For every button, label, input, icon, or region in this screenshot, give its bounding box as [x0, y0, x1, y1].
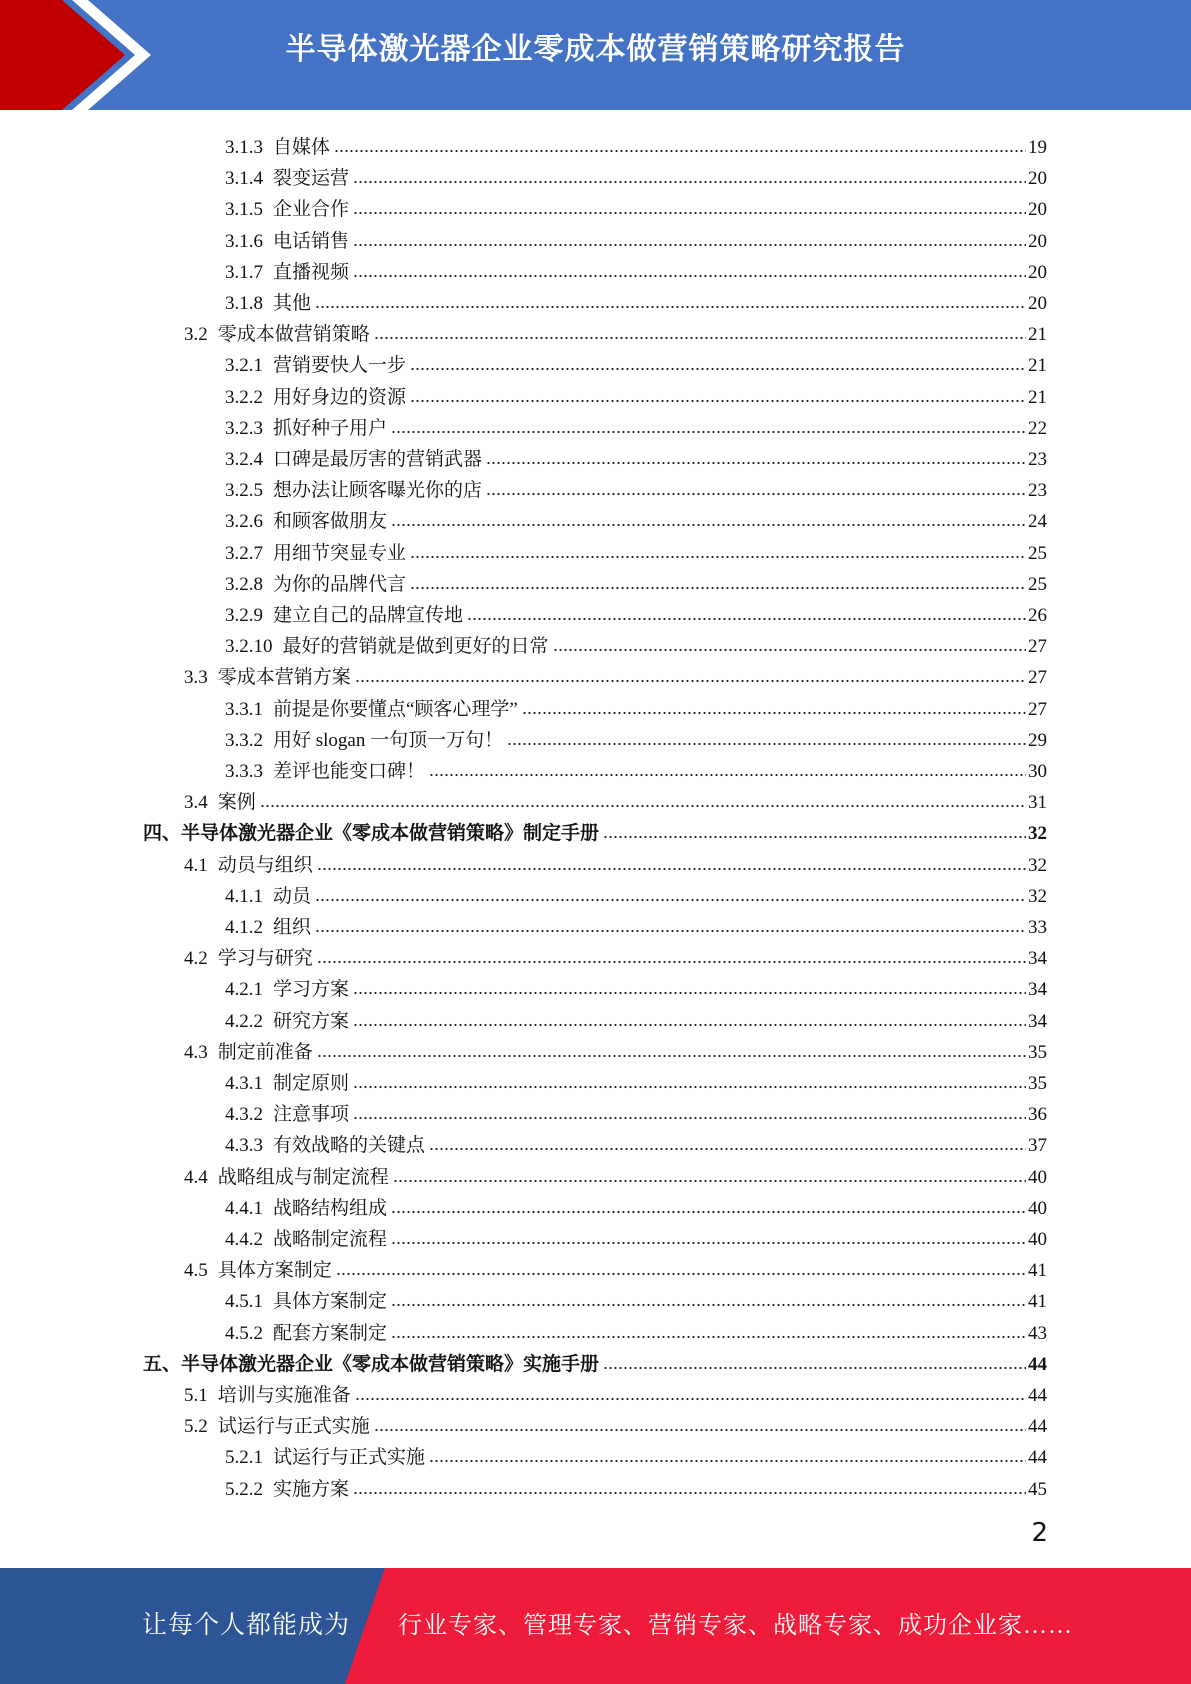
toc-dot-leader [334, 147, 1026, 153]
toc-entry[interactable] [225, 346, 1047, 377]
toc-dot-leader [374, 334, 1026, 340]
toc-entry[interactable] [225, 190, 1047, 221]
toc-dot-leader [353, 1114, 1026, 1120]
toc-entry-number: 4.1.2 [225, 917, 263, 938]
toc-entry-page: 22 [1028, 417, 1047, 439]
toc-entry-page: 45 [1028, 1478, 1047, 1500]
toc-entry-number: 5.2.2 [225, 1478, 263, 1500]
toc-dot-leader [429, 771, 1026, 777]
toc-entry-number: 3.3.2 [225, 729, 263, 751]
toc-entry-number: 4.3 [184, 1041, 208, 1063]
toc-entry-title: 学习方案 [273, 979, 350, 1001]
toc-entry-page: 44 [1028, 1416, 1047, 1438]
toc-entry-number: 3.2.3 [225, 417, 263, 439]
toc-entry-number: 5.1 [184, 1385, 208, 1406]
toc-entry[interactable] [225, 1438, 1047, 1469]
toc-entry-number: 3.1.8 [225, 293, 263, 314]
toc-entry-page: 32 [1028, 823, 1047, 845]
toc-entry-page: 20 [1028, 168, 1047, 190]
toc-entry[interactable] [225, 1189, 1047, 1220]
toc-entry-title: 具体方案制定 [217, 1260, 332, 1282]
toc-entry-number: 4.1.1 [225, 885, 263, 907]
toc-entry-number: 3.2.7 [225, 542, 263, 564]
toc-entry-page: 44 [1028, 1447, 1047, 1469]
toc-entry[interactable] [225, 409, 1047, 440]
toc-dot-leader [391, 1301, 1026, 1307]
toc-entry-title: 研究方案 [273, 1010, 350, 1032]
toc-entry-page: 21 [1028, 386, 1047, 408]
toc-entry[interactable] [225, 440, 1047, 471]
toc-entry-page: 23 [1028, 449, 1047, 470]
toc-entry-page: 40 [1028, 1166, 1047, 1188]
toc-dot-leader [317, 1052, 1026, 1058]
toc-entry-title: 前提是你要懂点“顾客心理学” [273, 698, 518, 720]
toc-dot-leader [315, 303, 1026, 309]
toc-entry-number: 3.2.6 [225, 511, 263, 533]
toc-entry-number: 3.3.3 [225, 761, 263, 782]
toc-entry-title: 口碑是最厉害的营销武器 [273, 449, 483, 470]
toc-entry[interactable] [225, 284, 1047, 315]
toc-dot-leader [391, 1208, 1026, 1214]
toc-entry[interactable] [225, 1314, 1047, 1345]
toc-entry-page: 33 [1028, 917, 1047, 938]
toc-entry-title: 用细节突显专业 [273, 542, 407, 564]
toc-entry[interactable] [225, 752, 1047, 783]
toc-entry-title: 案例 [217, 792, 256, 814]
toc-entry-page: 26 [1028, 605, 1047, 626]
toc-entry[interactable] [184, 939, 1047, 970]
toc-dot-leader [315, 896, 1026, 902]
footer-slogan-right: 行业专家、管理专家、营销专家、战略专家、成功企业家…… [398, 1613, 1073, 1639]
toc-entry-number: 3.3.1 [225, 698, 263, 720]
toc-entry[interactable] [225, 471, 1047, 502]
toc-entry-number: 3.2.10 [225, 636, 273, 658]
toc-dot-leader [429, 1457, 1026, 1463]
toc-dot-leader [353, 989, 1026, 995]
page-footer [0, 1568, 1191, 1684]
toc-entry[interactable] [184, 1407, 1047, 1438]
toc-entry[interactable] [225, 222, 1047, 253]
toc-dot-leader [374, 1426, 1026, 1432]
toc-entry-page: 31 [1028, 792, 1047, 814]
toc-entry-page: 20 [1028, 261, 1047, 283]
toc-entry-title: 制定前准备 [217, 1041, 313, 1063]
toc-entry-page: 29 [1028, 729, 1047, 751]
toc-entry-number: 4.5.1 [225, 1291, 263, 1313]
toc-entry-title: 组织 [273, 917, 312, 938]
toc-entry-page: 20 [1028, 199, 1047, 221]
toc-entry[interactable] [225, 1470, 1047, 1501]
toc-dot-leader [522, 709, 1026, 715]
toc-entry-number: 4.4 [184, 1166, 208, 1188]
toc-entry[interactable] [225, 565, 1047, 596]
toc-dot-leader [353, 178, 1026, 184]
toc-entry[interactable] [184, 846, 1047, 877]
toc-entry-number: 5.2.1 [225, 1447, 263, 1469]
toc-entry-page: 40 [1028, 1229, 1047, 1250]
toc-entry-page: 43 [1028, 1322, 1047, 1344]
toc-entry-number: 3.1.5 [225, 199, 263, 221]
toc-entry[interactable] [225, 1095, 1047, 1126]
toc-entry-page: 25 [1028, 542, 1047, 564]
toc-entry[interactable] [225, 627, 1047, 658]
toc-entry-number: 3.4 [184, 792, 208, 814]
toc-entry-title: 有效战略的关键点 [273, 1135, 426, 1157]
toc-entry-page: 27 [1028, 667, 1047, 689]
toc-entry[interactable] [184, 783, 1047, 814]
toc-entry-page: 23 [1028, 480, 1047, 502]
toc-dot-leader [353, 1489, 1026, 1495]
toc-dot-leader [553, 646, 1026, 652]
toc-dot-leader [353, 272, 1026, 278]
page-number: 2 [1031, 1518, 1048, 1548]
toc-dot-leader [410, 397, 1026, 403]
toc-entry-title: 配套方案制定 [273, 1322, 388, 1344]
toc-dot-leader [353, 1083, 1026, 1089]
toc-entry-title: 自媒体 [273, 137, 331, 158]
toc-entry-number: 4.3.1 [225, 1073, 263, 1094]
toc-entry-title: 试运行与正式实施 [273, 1447, 426, 1469]
toc-entry[interactable] [184, 315, 1047, 346]
toc-entry-title: 抓好种子用户 [273, 417, 388, 439]
toc-entry-number: 3.2.2 [225, 386, 263, 408]
toc-entry-number: 4.3.2 [225, 1104, 263, 1126]
toc-entry-number: 3.2.8 [225, 573, 263, 595]
toc-entry-page: 20 [1028, 230, 1047, 252]
toc-entry-number: 3.1.7 [225, 261, 263, 283]
toc-entry-page: 25 [1028, 573, 1047, 595]
toc-entry-page: 35 [1028, 1073, 1047, 1094]
toc-entry-page: 35 [1028, 1041, 1047, 1063]
toc-entry-page: 27 [1028, 698, 1047, 720]
toc-entry-number: 4.3.3 [225, 1135, 263, 1157]
toc-dot-leader [410, 365, 1026, 371]
toc-entry-title: 为你的品牌代言 [273, 573, 407, 595]
toc-entry[interactable] [143, 814, 1047, 845]
toc-entry-page: 41 [1028, 1291, 1047, 1313]
toc-entry-number: 4.2.2 [225, 1010, 263, 1032]
toc-entry-title: 培训与实施准备 [217, 1385, 351, 1406]
toc-entry-number: 4.2 [184, 948, 208, 970]
toc-entry-number: 3.2.5 [225, 480, 263, 502]
toc-entry[interactable] [225, 1126, 1047, 1157]
toc-entry-number: 3.3 [184, 667, 208, 689]
page-header [0, 0, 1191, 110]
toc-entry[interactable] [225, 908, 1047, 939]
toc-entry[interactable] [225, 502, 1047, 533]
toc-entry-page: 27 [1028, 636, 1047, 658]
toc-entry-title: 零成本营销方案 [217, 667, 351, 689]
toc-entry-page: 21 [1028, 355, 1047, 377]
toc-entry[interactable] [225, 690, 1047, 721]
toc-entry-title: 具体方案制定 [273, 1291, 388, 1313]
toc-entry-title: 营销要快人一步 [273, 355, 407, 377]
toc-entry-title: 半导体激光器企业《零成本做营销策略》制定手册 [181, 823, 600, 845]
toc-entry-number: 五、 [143, 1353, 182, 1375]
toc-dot-leader [355, 677, 1026, 683]
toc-entry-number: 4.4.2 [225, 1229, 263, 1250]
toc-entry-title: 建立自己的品牌宣传地 [273, 605, 464, 626]
toc-entry-page: 37 [1028, 1135, 1047, 1157]
toc-dot-leader [429, 1145, 1026, 1151]
toc-entry[interactable] [225, 970, 1047, 1001]
toc-dot-leader [486, 459, 1026, 465]
toc-entry-page: 21 [1028, 324, 1047, 346]
toc-dot-leader [317, 958, 1026, 964]
toc-entry-number: 4.4.1 [225, 1197, 263, 1219]
toc-entry[interactable] [184, 1376, 1047, 1407]
toc-entry-number: 4.5 [184, 1260, 208, 1282]
toc-dot-leader [355, 1395, 1026, 1401]
toc-entry-number: 3.2.4 [225, 449, 263, 470]
toc-dot-leader [410, 584, 1026, 590]
toc-entry-page: 30 [1028, 761, 1047, 782]
toc-entry-page: 41 [1028, 1260, 1047, 1282]
toc-entry[interactable] [184, 1033, 1047, 1064]
footer-slogan-left: 让每个人都能成为 [142, 1612, 351, 1639]
toc-entry[interactable] [184, 1158, 1047, 1189]
toc-dot-leader [353, 209, 1026, 215]
toc-dot-leader [391, 428, 1026, 434]
toc-entry-title: 差评也能变口碑！ [273, 761, 426, 782]
toc-dot-leader [391, 521, 1026, 527]
toc-entry-title: 直播视频 [273, 261, 350, 283]
toc-entry-title: 用好身边的资源 [273, 386, 407, 408]
toc-entry[interactable] [225, 1220, 1047, 1251]
toc-entry[interactable] [225, 253, 1047, 284]
toc-entry-page: 40 [1028, 1197, 1047, 1219]
toc-entry-title: 动员 [273, 885, 312, 907]
toc-entry-title: 零成本做营销策略 [217, 324, 370, 346]
toc-entry-title: 制定原则 [273, 1073, 350, 1094]
toc-entry[interactable] [225, 1002, 1047, 1033]
toc-dot-leader [486, 490, 1026, 496]
toc-dot-leader [393, 1177, 1026, 1183]
toc-entry-number: 3.2 [184, 324, 208, 346]
toc-entry-number: 四、 [143, 823, 182, 845]
toc-entry-page: 44 [1028, 1385, 1047, 1406]
toc-entry-title: 和顾客做朋友 [273, 511, 388, 533]
toc-dot-leader [315, 927, 1026, 933]
toc-entry-page: 32 [1028, 885, 1047, 907]
report-title: 半导体激光器企业零成本做营销策略研究报告 [285, 32, 906, 67]
toc-entry[interactable] [184, 658, 1047, 689]
toc-entry-title: 注意事项 [273, 1104, 350, 1126]
toc-entry-title: 其他 [273, 293, 312, 314]
toc-entry-page: 44 [1028, 1353, 1047, 1375]
toc-entry-title: 用好 slogan 一句顶一万句！ [273, 729, 504, 751]
toc-dot-leader [353, 241, 1026, 247]
toc-entry-page: 20 [1028, 293, 1047, 314]
toc-entry-title: 电话销售 [273, 230, 350, 252]
toc-entry-title: 战略组成与制定流程 [217, 1166, 389, 1188]
toc-entry-number: 4.1 [184, 854, 208, 876]
toc-dot-leader [317, 865, 1026, 871]
toc-entry[interactable] [225, 1064, 1047, 1095]
toc-entry[interactable] [143, 1345, 1047, 1376]
toc-dot-leader [260, 802, 1026, 808]
toc-dot-leader [336, 1270, 1026, 1276]
toc-dot-leader [353, 1021, 1026, 1027]
toc-entry-page: 19 [1028, 137, 1047, 158]
toc-entry-number: 3.2.1 [225, 355, 263, 377]
toc-entry-title: 动员与组织 [217, 854, 313, 876]
toc-entry-number: 3.1.6 [225, 230, 263, 252]
toc-entry-page: 34 [1028, 979, 1047, 1001]
toc-dot-leader [507, 740, 1026, 746]
toc-entry-title: 实施方案 [273, 1478, 350, 1500]
toc-dot-leader [603, 1364, 1026, 1370]
toc-entry-number: 3.1.3 [225, 137, 263, 158]
toc-dot-leader [467, 615, 1026, 621]
toc-entry[interactable] [225, 534, 1047, 565]
toc-entry-page: 34 [1028, 948, 1047, 970]
toc-entry[interactable] [225, 877, 1047, 908]
toc-entry[interactable] [184, 1251, 1047, 1282]
toc-entry-number: 5.2 [184, 1416, 208, 1438]
toc-entry-title: 想办法让顾客曝光你的店 [273, 480, 483, 502]
toc-dot-leader [410, 553, 1026, 559]
toc-entry-title: 战略制定流程 [273, 1229, 388, 1250]
toc-entry[interactable] [225, 1282, 1047, 1313]
toc-entry-title: 企业合作 [273, 199, 350, 221]
toc-entry-page: 32 [1028, 854, 1047, 876]
toc-entry[interactable] [225, 721, 1047, 752]
toc-dot-leader [603, 833, 1026, 839]
toc-entry-title: 学习与研究 [217, 948, 313, 970]
toc-entry-number: 4.5.2 [225, 1322, 263, 1344]
toc-entry[interactable] [225, 128, 1047, 159]
toc-entry[interactable] [225, 159, 1047, 190]
toc-entry-number: 4.2.1 [225, 979, 263, 1001]
toc-entry[interactable] [225, 378, 1047, 409]
toc-entry-number: 3.2.9 [225, 605, 263, 626]
toc-entry-title: 战略结构组成 [273, 1197, 388, 1219]
toc-dot-leader [391, 1333, 1026, 1339]
toc-entry-page: 36 [1028, 1104, 1047, 1126]
toc-entry-page: 34 [1028, 1010, 1047, 1032]
toc-entry-title: 裂变运营 [273, 168, 350, 190]
toc-entry[interactable] [225, 596, 1047, 627]
toc-entry-number: 3.1.4 [225, 168, 263, 190]
toc-entry-title: 半导体激光器企业《零成本做营销策略》实施手册 [181, 1353, 600, 1375]
toc-dot-leader [391, 1239, 1026, 1245]
toc-entry-title: 最好的营销就是做到更好的日常 [282, 636, 549, 658]
toc-entry-title: 试运行与正式实施 [217, 1416, 370, 1438]
toc-entry-page: 24 [1028, 511, 1047, 533]
